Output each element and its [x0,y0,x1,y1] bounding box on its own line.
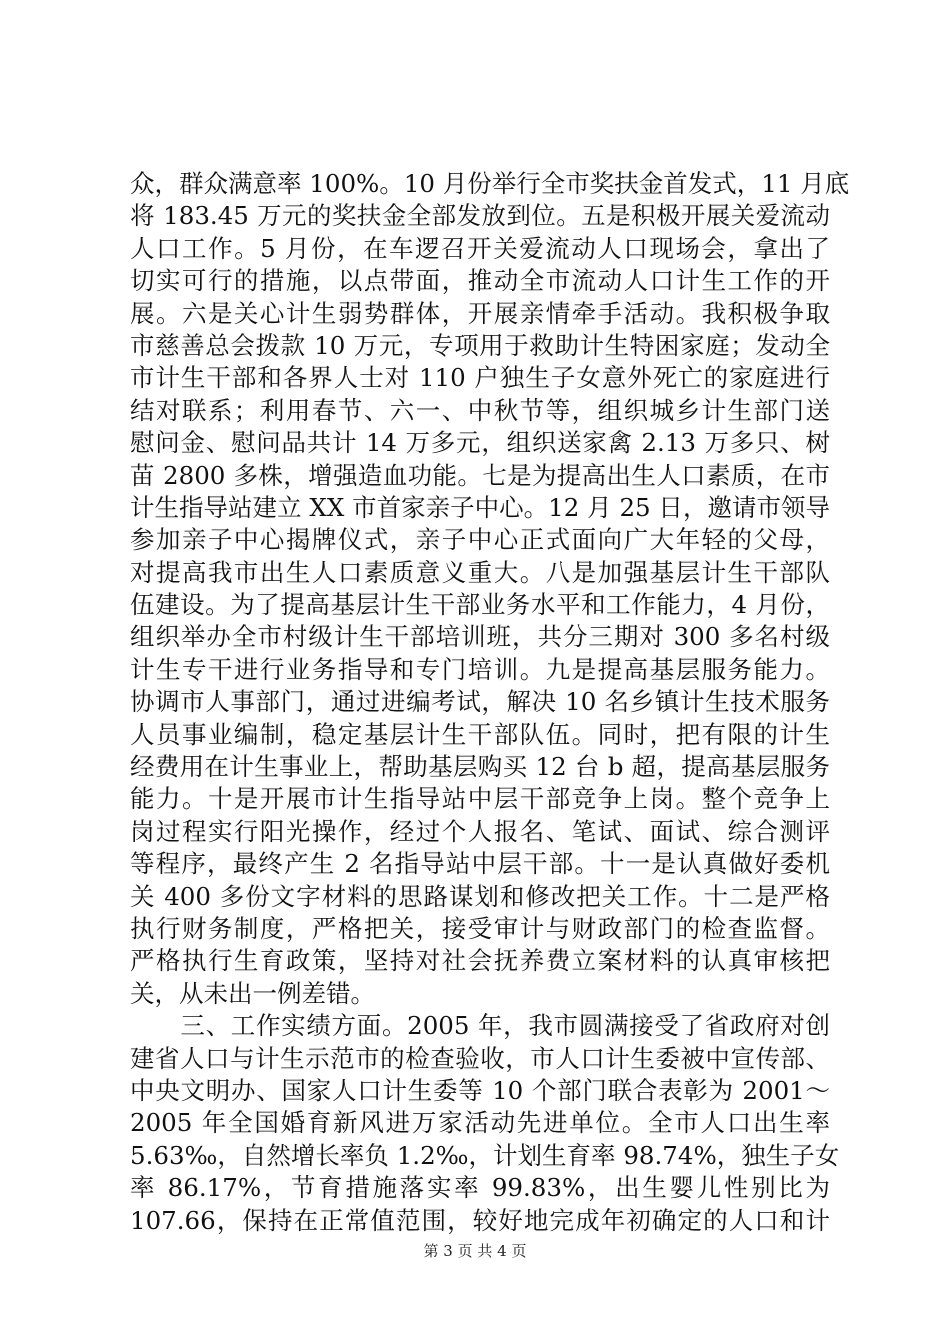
text-line: 协调市人事部门，通过进编考试，解决 10 名乡镇计生技术服务 [130,687,830,717]
text-line: 能力。十是开展市计生指导站中层干部竞争上岗。整个竞争上 [130,784,830,814]
text-line: 伍建设。为了提高基层计生干部业务水平和工作能力，4 月份， [130,590,830,620]
text-line: 中央文明办、国家人口计生委等 10 个部门联合表彰为 2001～ [130,1075,830,1105]
text-line: 107.66，保持在正常值范围，较好地完成年初确定的人口和计 [130,1205,830,1235]
text-line: 人口工作。5 月份，在车逻召开关爱流动人口现场会，拿出了 [130,233,830,263]
text-line: 对提高我市出生人口素质意义重大。八是加强基层计生干部队 [130,557,830,587]
paragraph-end-line: 关，从未出一例差错。 [130,978,375,1008]
text-line: 众，群众满意率 100%。10 月份举行全市奖扶金首发式，11 月底 [130,169,850,198]
text-line: 等程序，最终产生 2 名指导站中层干部。十一是认真做好委机 [130,849,830,879]
text-line: 结对联系；利用春节、六一、中秋节等，组织城乡计生部门送 [130,395,830,425]
text-line: 参加亲子中心揭牌仪式，亲子中心正式面向广大年轻的父母， [130,525,830,555]
text-line: 组织举办全市村级计生干部培训班，共分三期对 300 多名村级 [130,622,830,652]
text-line: 岗过程实行阳光操作，经过个人报名、笔试、面试、综合测评 [130,816,830,846]
text-line: 苗 2800 多株，增强造血功能。七是为提高出生人口素质，在市 [130,460,830,490]
text-line: 5.63‰，自然增长率负 1.2‰，计划生育率 98.74%，独生子女 [130,1140,840,1170]
text-line: 执行财务制度，严格把关，接受审计与财政部门的检查监督。 [130,913,830,943]
text-line: 市慈善总会拨款 10 万元，专项用于救助计生特困家庭；发动全 [130,330,830,360]
text-line: 2005 年全国婚育新风进万家活动先进单位。全市人口出生率 [130,1108,830,1138]
text-line: 计生指导站建立 XX 市首家亲子中心。12 月 25 日，邀请市领导 [130,492,830,522]
body-text [130,168,850,1237]
text-line: 率 86.17%，节育措施落实率 99.83%，出生婴儿性别比为 [130,1173,830,1203]
text-line: 展。六是关心计生弱势群体，开展亲情牵手活动。我积极争取 [130,298,830,328]
text-line: 将 183.45 万元的奖扶金全部发放到位。五是积极开展关爱流动 [130,201,830,231]
text-line: 人员事业编制，稳定基层计生干部队伍。同时，把有限的计生 [130,719,830,749]
page-indicator: 第 3 页 共 4 页 [423,1242,527,1260]
text-line: 严格执行生育政策，坚持对社会抚养费立案材料的认真审核把 [130,946,830,976]
paragraph-start-line: 三、工作实绩方面。2005 年，我市圆满接受了省政府对创 [130,1011,830,1041]
text-line: 慰问金、慰问品共计 14 万多元，组织送家禽 2.13 万多只、树 [130,428,830,458]
text-line: 建省人口与计生示范市的检查验收，市人口计生委被中宣传部、 [130,1043,830,1073]
text-line: 计生专干进行业务指导和专门培训。九是提高基层服务能力。 [130,654,830,684]
text-line: 经费用在计生事业上，帮助基层购买 12 台 b 超，提高基层服务 [130,752,830,782]
text-line: 市计生干部和各界人士对 110 户独生子女意外死亡的家庭进行 [130,363,830,393]
page-footer [0,1240,950,1261]
text-line: 切实可行的措施，以点带面，推动全市流动人口计生工作的开 [130,266,830,296]
text-line: 关 400 多份文字材料的思路谋划和修改把关工作。十二是严格 [130,881,830,911]
